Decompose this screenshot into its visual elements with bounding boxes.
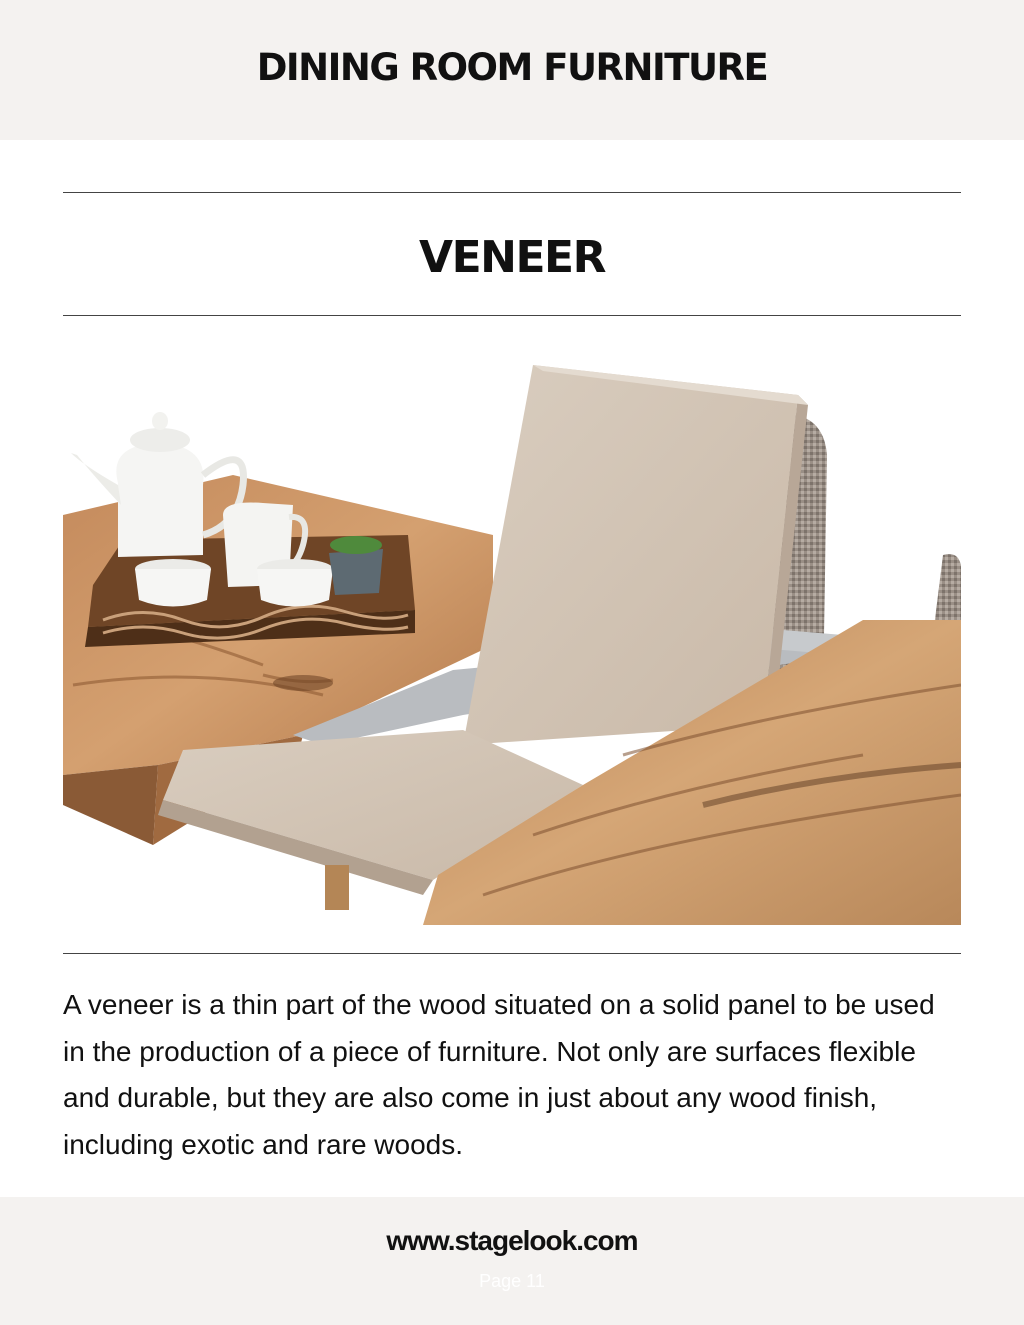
page-header-title: DINING ROOM FURNITURE [256,45,768,89]
top-divider [63,192,961,193]
website-link[interactable]: www.stagelook.com [386,1225,638,1256]
section-title: VENEER [419,231,605,283]
body-divider [63,953,961,954]
page-header [0,0,1024,140]
page-number: Page 11 [479,1271,545,1291]
dining-table-photo [63,335,961,925]
body-paragraph: A veneer is a thin part of the wood situated on a solid panel to be used in the production of a piece of furniture. Not only are surfaces flexible and durable, but they are also come in just about any wood finish, including exotic and rare woods. [63,989,935,1160]
page-footer [0,1197,1024,1325]
title-divider [63,315,961,316]
